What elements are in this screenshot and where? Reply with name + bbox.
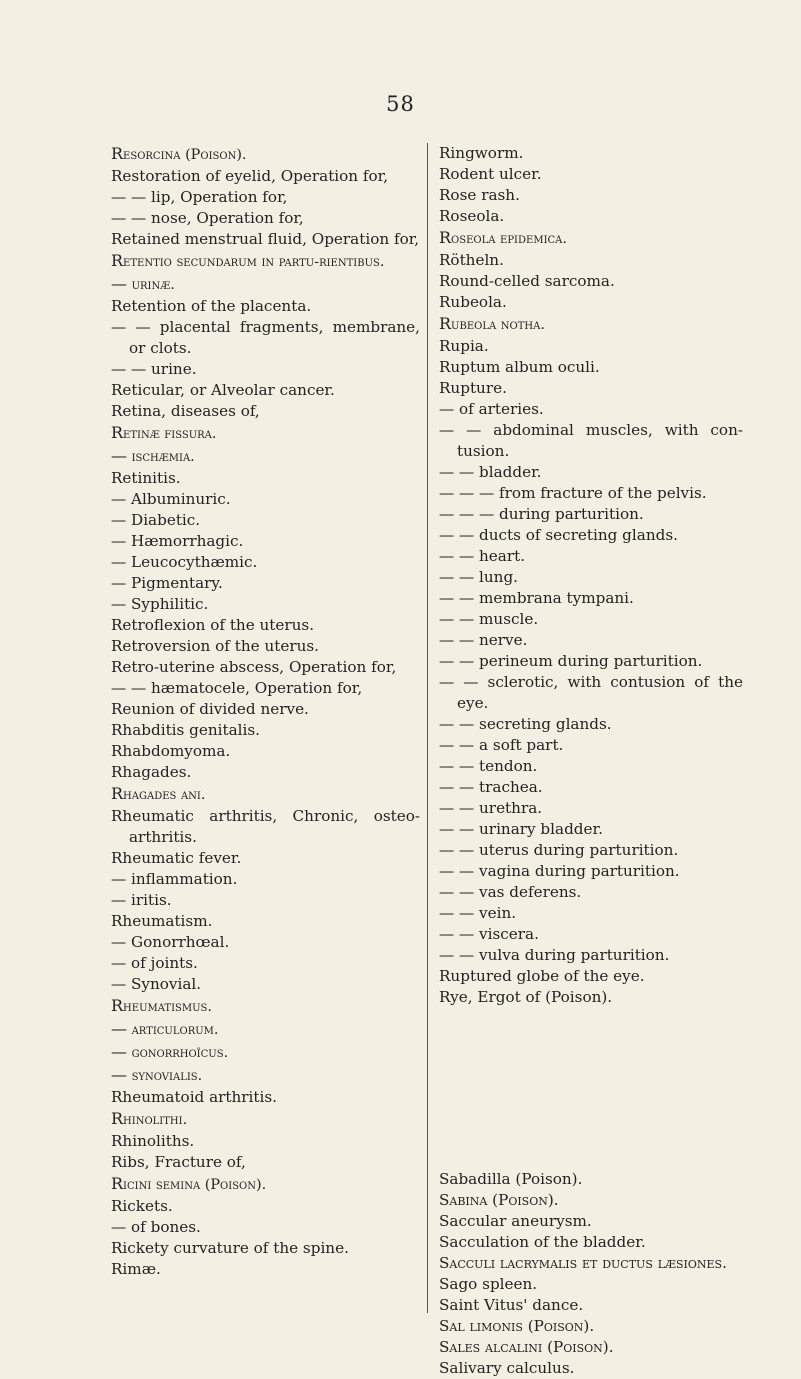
index-entry: Round-celled sarcoma. bbox=[439, 272, 615, 290]
index-entry: Retroflexion of the uterus. bbox=[111, 616, 315, 634]
index-entry: — — — from fracture of the pelvis. bbox=[439, 484, 707, 502]
index-entry: Retinitis. bbox=[111, 469, 181, 487]
index-entry: — — uterus during parturition. bbox=[439, 841, 679, 859]
index-entry: Roseola epidemica. bbox=[439, 228, 567, 247]
index-entry: — — secreting glands. bbox=[439, 715, 612, 733]
index-entry: Rhinoliths. bbox=[111, 1132, 195, 1150]
index-entry: — — membrana tympani. bbox=[439, 589, 634, 607]
index-entry: — — a soft part. bbox=[439, 736, 564, 754]
index-entry: Retentio secundarum in partu-rientibus. bbox=[111, 251, 385, 270]
index-entry: — — urethra. bbox=[439, 799, 543, 817]
index-entry: — of arteries. bbox=[439, 400, 544, 418]
index-entry: — — vein. bbox=[439, 904, 517, 922]
index-entry: — iritis. bbox=[111, 891, 172, 909]
index-entry: Resorcina (Poison). bbox=[111, 144, 247, 163]
index-entry: Rose rash. bbox=[439, 186, 520, 204]
index-entry: Ruptum album oculi. bbox=[439, 358, 600, 376]
index-entry: Ricini semina (Poison). bbox=[111, 1174, 267, 1193]
index-entry: Saccular aneurysm. bbox=[439, 1212, 592, 1230]
index-entry: Rhagades ani. bbox=[111, 784, 206, 803]
index-entry: — — lip, Operation for, bbox=[111, 188, 288, 206]
index-entry: — synovialis. bbox=[111, 1065, 203, 1084]
index-entry: — — urine. bbox=[111, 360, 197, 378]
index-entry: Rye, Ergot of (Poison). bbox=[439, 988, 613, 1006]
index-entry: — Diabetic. bbox=[111, 511, 201, 529]
index-entry: — Pigmentary. bbox=[111, 574, 223, 592]
index-entry: — inflammation. bbox=[111, 870, 238, 888]
index-entry: — — — during parturition. bbox=[439, 505, 644, 523]
index-entry: — — hæmatocele, Operation for, bbox=[111, 679, 363, 697]
index-entry: Rupia. bbox=[439, 337, 489, 355]
index-entry: — Leucocythæmic. bbox=[111, 553, 258, 571]
index-entry: Rubeola notha. bbox=[439, 314, 545, 333]
index-entry: Reunion of divided nerve. bbox=[111, 700, 309, 718]
index-entry: Retina, diseases of, bbox=[111, 402, 260, 420]
index-entry: — Gonorrhœal. bbox=[111, 933, 230, 951]
index-entry: — — bladder. bbox=[439, 463, 542, 481]
index-entry: — — viscera. bbox=[439, 925, 539, 943]
index-entry: — — nerve. bbox=[439, 631, 528, 649]
right-column-s-section bbox=[439, 1169, 743, 1379]
index-entry: Retroversion of the uterus. bbox=[111, 637, 319, 655]
index-entry: Restoration of eyelid, Operation for, bbox=[111, 167, 389, 185]
index-entry: — — tendon. bbox=[439, 757, 538, 775]
index-entry: — — trachea. bbox=[439, 778, 543, 796]
index-entry: — — heart. bbox=[439, 547, 526, 565]
index-entry: Rickety curvature of the spine. bbox=[111, 1239, 349, 1257]
column-divider bbox=[427, 143, 428, 1313]
index-entry: Sago spleen. bbox=[439, 1275, 538, 1293]
index-entry: Sacculi lacrymalis et ductus læsiones. bbox=[439, 1254, 727, 1272]
index-entry: Rheumatism. bbox=[111, 912, 213, 930]
index-entry: Roseola. bbox=[439, 207, 505, 225]
index-entry: — — sclerotic, with contusion of the eye. bbox=[439, 673, 743, 712]
index-entry: Ruptured globe of the eye. bbox=[439, 967, 645, 985]
index-entry: Sabadilla (Poison). bbox=[439, 1170, 583, 1188]
index-entry: Rickets. bbox=[111, 1197, 173, 1215]
index-entry: Rhagades. bbox=[111, 763, 192, 781]
left-column bbox=[111, 143, 420, 1280]
index-entry: — gonorrhoïcus. bbox=[111, 1042, 229, 1061]
index-entry: — — vas deferens. bbox=[439, 883, 582, 901]
index-entry: Sal limonis (Poison). bbox=[439, 1317, 595, 1335]
right-column bbox=[439, 143, 743, 1008]
index-entry: Rodent ulcer. bbox=[439, 165, 542, 183]
index-entry: — — muscle. bbox=[439, 610, 539, 628]
index-entry: — of bones. bbox=[111, 1218, 201, 1236]
index-entry: Sabina (Poison). bbox=[439, 1191, 559, 1209]
index-entry: Rhabdomyoma. bbox=[111, 742, 231, 760]
index-entry: Ringworm. bbox=[439, 144, 524, 162]
index-entry: — Hæmorrhagic. bbox=[111, 532, 244, 550]
index-entry: Rhinolithi. bbox=[111, 1109, 188, 1128]
index-entry: — ischæmia. bbox=[111, 446, 195, 465]
index-entry: Sacculation of the bladder. bbox=[439, 1233, 646, 1251]
index-entry: — articulorum. bbox=[111, 1019, 219, 1038]
index-entry: — — urinary bladder. bbox=[439, 820, 603, 838]
index-entry: Reticular, or Alveolar cancer. bbox=[111, 381, 335, 399]
index-entry: Ribs, Fracture of, bbox=[111, 1153, 246, 1171]
index-entry: Retained menstrual fluid, Operation for, bbox=[111, 230, 420, 248]
index-entry: — — ducts of secreting glands. bbox=[439, 526, 678, 544]
index-entry: Salivary calculus. bbox=[439, 1359, 575, 1377]
index-entry: Rötheln. bbox=[439, 251, 504, 269]
index-entry: — — placental fragments, membrane, or clots. bbox=[111, 318, 420, 357]
index-entry: — Syphilitic. bbox=[111, 595, 209, 613]
index-entry: — Synovial. bbox=[111, 975, 202, 993]
index-entry: Retro-uterine abscess, Operation for, bbox=[111, 658, 397, 676]
index-entry: Retinæ fissura. bbox=[111, 423, 217, 442]
index-entry: Rheumatismus. bbox=[111, 996, 212, 1015]
index-entry: — — vagina during parturition. bbox=[439, 862, 680, 880]
index-entry: Retention of the placenta. bbox=[111, 297, 312, 315]
index-entry: — Albuminuric. bbox=[111, 490, 231, 508]
index-entry: Sales alcalini (Poison). bbox=[439, 1338, 614, 1356]
index-entry: Rubeola. bbox=[439, 293, 507, 311]
index-entry: — — vulva during parturition. bbox=[439, 946, 670, 964]
index-entry: Rhabditis genitalis. bbox=[111, 721, 260, 739]
index-entry: Rheumatoid arthritis. bbox=[111, 1088, 277, 1106]
index-entry: — — lung. bbox=[439, 568, 519, 586]
index-entry: Rupture. bbox=[439, 379, 507, 397]
index-entry: — — perineum during parturition. bbox=[439, 652, 703, 670]
page-number: 58 bbox=[386, 92, 415, 116]
index-entry: Rheumatic fever. bbox=[111, 849, 242, 867]
index-entry: — — nose, Operation for, bbox=[111, 209, 304, 227]
index-entry: — — abdominal muscles, with con-tusion. bbox=[439, 421, 743, 460]
index-entry: Saint Vitus' dance. bbox=[439, 1296, 584, 1314]
index-entry: Rheumatic arthritis, Chronic, osteo-arthritis. bbox=[111, 807, 420, 846]
index-entry: Rimæ. bbox=[111, 1260, 161, 1278]
index-entry: — urinæ. bbox=[111, 274, 175, 293]
index-entry: — of joints. bbox=[111, 954, 198, 972]
